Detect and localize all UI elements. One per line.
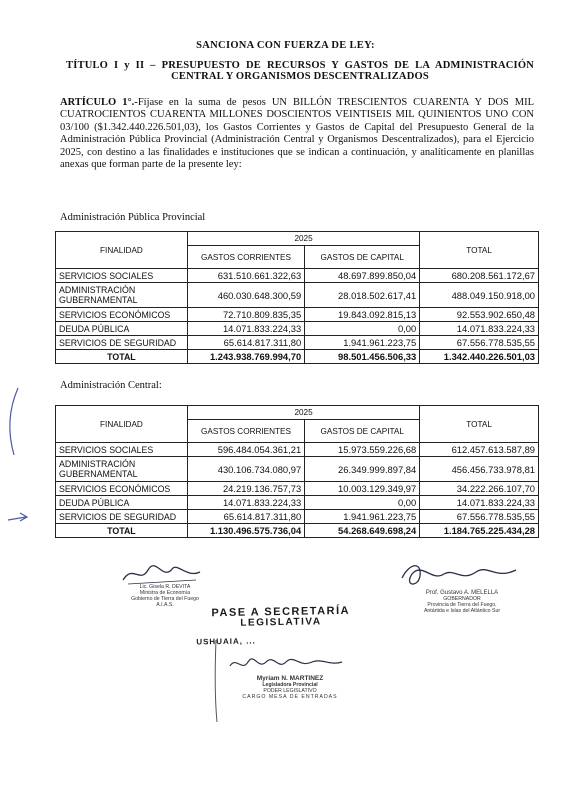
cell-total: 456.456.733.978,81 <box>420 457 539 482</box>
pase-secretaria-stamp <box>196 605 367 647</box>
cell-corrientes: 24.219.136.757,73 <box>187 482 304 496</box>
cell-capital: 15.973.559.226,68 <box>305 443 420 457</box>
row-label: SERVICIOS DE SEGURIDAD <box>56 510 188 524</box>
signature-left-org: Gobierno de Tierra del Fuego <box>131 596 199 602</box>
table-2-caption: Administración Central: <box>60 380 162 391</box>
cell-total: 67.556.778.535,55 <box>420 336 539 350</box>
cell-total: 488.049.150.918,00 <box>420 283 539 308</box>
cell-corrientes: 460.030.648.300,59 <box>187 283 304 308</box>
total-capital: 54.268.649.698,24 <box>305 524 420 538</box>
stamp-line-3: USHUAIA, ... <box>196 636 256 647</box>
table-1-caption: Administración Pública Provincial <box>60 212 206 223</box>
header-finalidad: FINALIDAD <box>56 232 188 269</box>
header-year: 2025 <box>187 232 419 246</box>
signature-right-role: GOBERNADOR <box>443 596 481 602</box>
signature-bottom-cargo: CARGO MESA DE ENTRADAS <box>242 694 338 700</box>
cell-corrientes: 430.106.734.080,97 <box>187 457 304 482</box>
header-total: TOTAL <box>420 406 539 443</box>
cell-corrientes: 14.071.833.224,33 <box>187 322 304 336</box>
row-label: ADMINISTRACIÓN GUBERNAMENTAL <box>56 457 188 482</box>
margin-bracket-mark <box>10 388 18 455</box>
cell-corrientes: 72.710.809.835,35 <box>187 308 304 322</box>
row-label: DEUDA PÚBLICA <box>56 322 188 336</box>
total-label: TOTAL <box>56 524 188 538</box>
signature-left-name: Lic. Gisela R. DEVITA <box>139 584 191 590</box>
cell-total: 92.553.902.650,48 <box>420 308 539 322</box>
margin-arrow-mark <box>8 513 27 521</box>
cell-corrientes: 65.614.817.311,80 <box>187 510 304 524</box>
cell-total: 680.208.561.172,67 <box>420 269 539 283</box>
signature-bottom-block <box>220 676 360 700</box>
row-label: SERVICIOS ECONÓMICOS <box>56 308 188 322</box>
signature-bottom-name: Myriam N. MARTINEZ <box>256 675 324 682</box>
row-label: SERVICIOS SOCIALES <box>56 269 188 283</box>
total-capital: 98.501.456.506,33 <box>305 350 420 364</box>
header-corrientes: GASTOS CORRIENTES <box>187 420 304 443</box>
cell-capital: 0,00 <box>305 322 420 336</box>
cell-capital: 19.843.092.815,13 <box>305 308 420 322</box>
cell-capital: 1.941.961.223,75 <box>305 510 420 524</box>
cell-corrientes: 631.510.661.322,63 <box>187 269 304 283</box>
total-total: 1.184.765.225.434,28 <box>420 524 539 538</box>
header-year: 2025 <box>187 406 419 420</box>
header-total: TOTAL <box>420 232 539 269</box>
row-label: DEUDA PÚBLICA <box>56 496 188 510</box>
cell-corrientes: 65.614.817.311,80 <box>187 336 304 350</box>
signature-left-role: Ministra de Economía <box>139 590 191 596</box>
cell-total: 67.556.778.535,55 <box>420 510 539 524</box>
stamp-line-2: LEGISLATIVA <box>240 616 322 629</box>
stamp-line-1: PASE A SECRETARÍA <box>211 604 351 620</box>
header-capital: GASTOS DE CAPITAL <box>305 420 420 443</box>
cell-corrientes: 596.484.054.361,21 <box>187 443 304 457</box>
signature-right-org2: Antártida e Islas del Atlántico Sur <box>423 608 501 614</box>
margin-line-mark <box>215 640 217 722</box>
signature-right-name: Prof. Gustavo A. MELELLA <box>425 590 499 596</box>
total-corrientes: 1.130.496.575.736,04 <box>187 524 304 538</box>
cell-capital: 28.018.502.617,41 <box>305 283 420 308</box>
cell-total: 14.071.833.224,33 <box>420 322 539 336</box>
article-lead: ARTÍCULO 1°.- <box>60 97 138 108</box>
cell-total: 612.457.613.587,89 <box>420 443 539 457</box>
row-label: ADMINISTRACIÓN GUBERNAMENTAL <box>56 283 188 308</box>
row-label: SERVICIOS SOCIALES <box>56 443 188 457</box>
cell-capital: 0,00 <box>305 496 420 510</box>
cell-capital: 48.697.899.850,04 <box>305 269 420 283</box>
cell-capital: 10.003.129.349,97 <box>305 482 420 496</box>
header-capital: GASTOS DE CAPITAL <box>305 246 420 269</box>
cell-capital: 26.349.999.897,84 <box>305 457 420 482</box>
cell-total: 14.071.833.224,33 <box>420 496 539 510</box>
article-body: Fíjase en la suma de pesos UN BILLÓN TRESCIENTOS CUARENTA Y DOS MIL CUATROCIENTOS CUARENTA MILLONES DOSCIENTOS VEINTISEIS MIL QUINIENTOS UNO CON 03/100 ($1.342.440.226.501,03), los Gastos Corrientes y Gastos de Capital del Presupuesto General de la Administración Pública Provincial (Administración Central y Organismos Descentralizados), para el Ejercicio 2025, con destino a las finalidades e instituciones que se indican a continuación, y analíticamente en planillas anexas que forman parte de la presente ley: <box>60 97 535 171</box>
signature-left-org2: A.I.A.S. <box>156 602 174 608</box>
row-label: SERVICIOS ECONÓMICOS <box>56 482 188 496</box>
signature-bottom-role: Legisladora Provincial <box>262 682 318 688</box>
total-label: TOTAL <box>56 350 188 364</box>
signature-right-scribble <box>392 560 522 592</box>
header-corrientes: GASTOS CORRIENTES <box>187 246 304 269</box>
cell-total: 34.222.266.107,70 <box>420 482 539 496</box>
cell-capital: 1.941.961.223,75 <box>305 336 420 350</box>
total-total: 1.342.440.226.501,03 <box>420 350 539 364</box>
signature-left-block <box>110 584 220 608</box>
signature-bottom-scribble <box>226 650 346 676</box>
signature-right-org: Provincia de Tierra del Fuego, <box>427 602 497 608</box>
title-heading: TÍTULO I y II – PRESUPUESTO DE RECURSOS Y GASTOS DE LA ADMINISTRACIÓN CENTRAL Y ORGANISMOS DESCENTRALIZADOS <box>66 60 534 82</box>
row-label: SERVICIOS DE SEGURIDAD <box>56 336 188 350</box>
cell-corrientes: 14.071.833.224,33 <box>187 496 304 510</box>
signature-right-block <box>392 590 532 614</box>
sanction-heading: SANCIONA CON FUERZA DE LEY: <box>196 40 375 51</box>
total-corrientes: 1.243.938.769.994,70 <box>187 350 304 364</box>
header-finalidad: FINALIDAD <box>56 406 188 443</box>
signature-bottom-org: PODER LEGISLATIVO <box>263 688 317 694</box>
